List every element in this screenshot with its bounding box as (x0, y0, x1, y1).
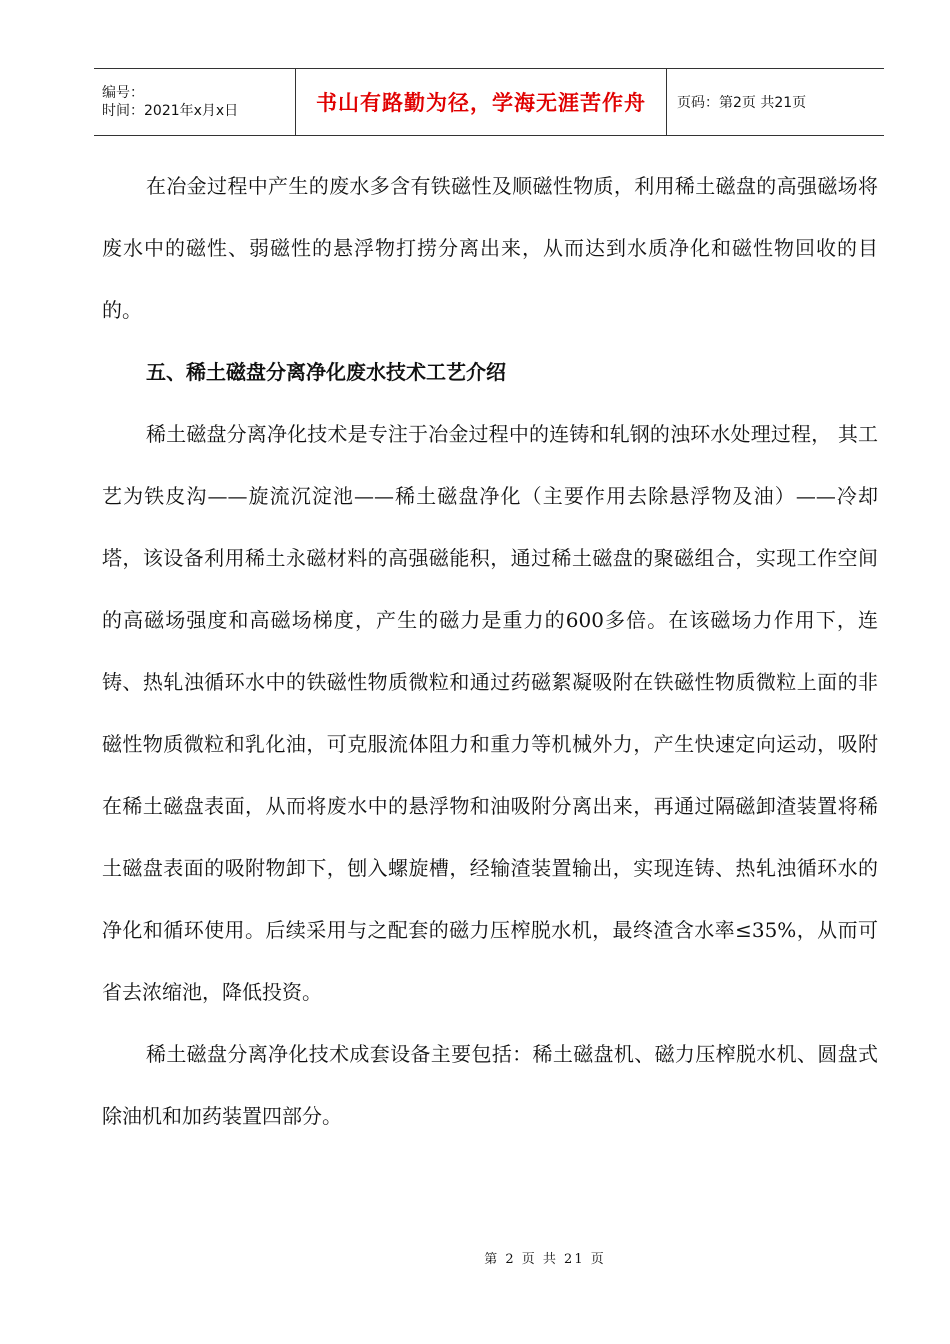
page-header (94, 68, 884, 136)
page-info-text: 页码：第2页 共21页 (677, 95, 807, 111)
header-meta (94, 69, 295, 135)
section-heading: 五、稀土磁盘分离净化废水技术工艺介绍 (146, 360, 506, 384)
paragraph-equipment: 稀土磁盘分离净化技术成套设备主要包括：稀土磁盘机、磁力压榨脱水机、圆盘式除油机和加药装置四部分。 (102, 1042, 878, 1128)
motto-text: 书山有路勤为径，学海无涯苦作舟 (316, 91, 646, 115)
paragraph-process: 稀土磁盘分离净化技术是专注于冶金过程中的连铸和轧钢的浊环水处理过程， 其工艺为铁皮沟——旋流沉淀池——稀土磁盘净化（主要作用去除悬浮物及油）——冷却塔，该设备利用稀土永磁材料的高强磁能积，通过稀土磁盘的聚磁组合，实现工作空间的高磁场强度和高磁场梯度，产生的磁力是重力的600多倍。在该磁场力作用下，连铸、热轧浊循环水中的铁磁性物质微粒和通过药磁絮凝吸附在铁磁性物质微粒上面的非磁性物质微粒和乳化油，可克服流体阻力和重力等机械外力，产生快速定向运动，吸附在稀土磁盘表面，从而将废水中的悬浮物和油吸附分离出来，再通过隔磁卸渣装置将稀土磁盘表面的吸附物卸下，刨入螺旋槽，经输渣装置输出，实现连铸、热轧浊循环水的净化和循环使用。后续采用与之配套的磁力压榨脱水机，最终渣含水率≤35%，从而可省去浓缩池，降低投资。 (102, 422, 878, 1004)
code-label: 编号： (102, 85, 144, 101)
page-footer: 第 2 页 共 21 页 (484, 1252, 606, 1267)
header-page-info (667, 69, 884, 135)
document-body (102, 155, 878, 1147)
paragraph-intro: 在冶金过程中产生的废水多含有铁磁性及顺磁性物质，利用稀土磁盘的高强磁场将废水中的磁性、弱磁性的悬浮物打捞分离出来，从而达到水质净化和磁性物回收的目的。 (102, 174, 878, 322)
time-label: 时间：2021年x月x日 (102, 103, 239, 119)
header-motto-cell (295, 69, 667, 135)
